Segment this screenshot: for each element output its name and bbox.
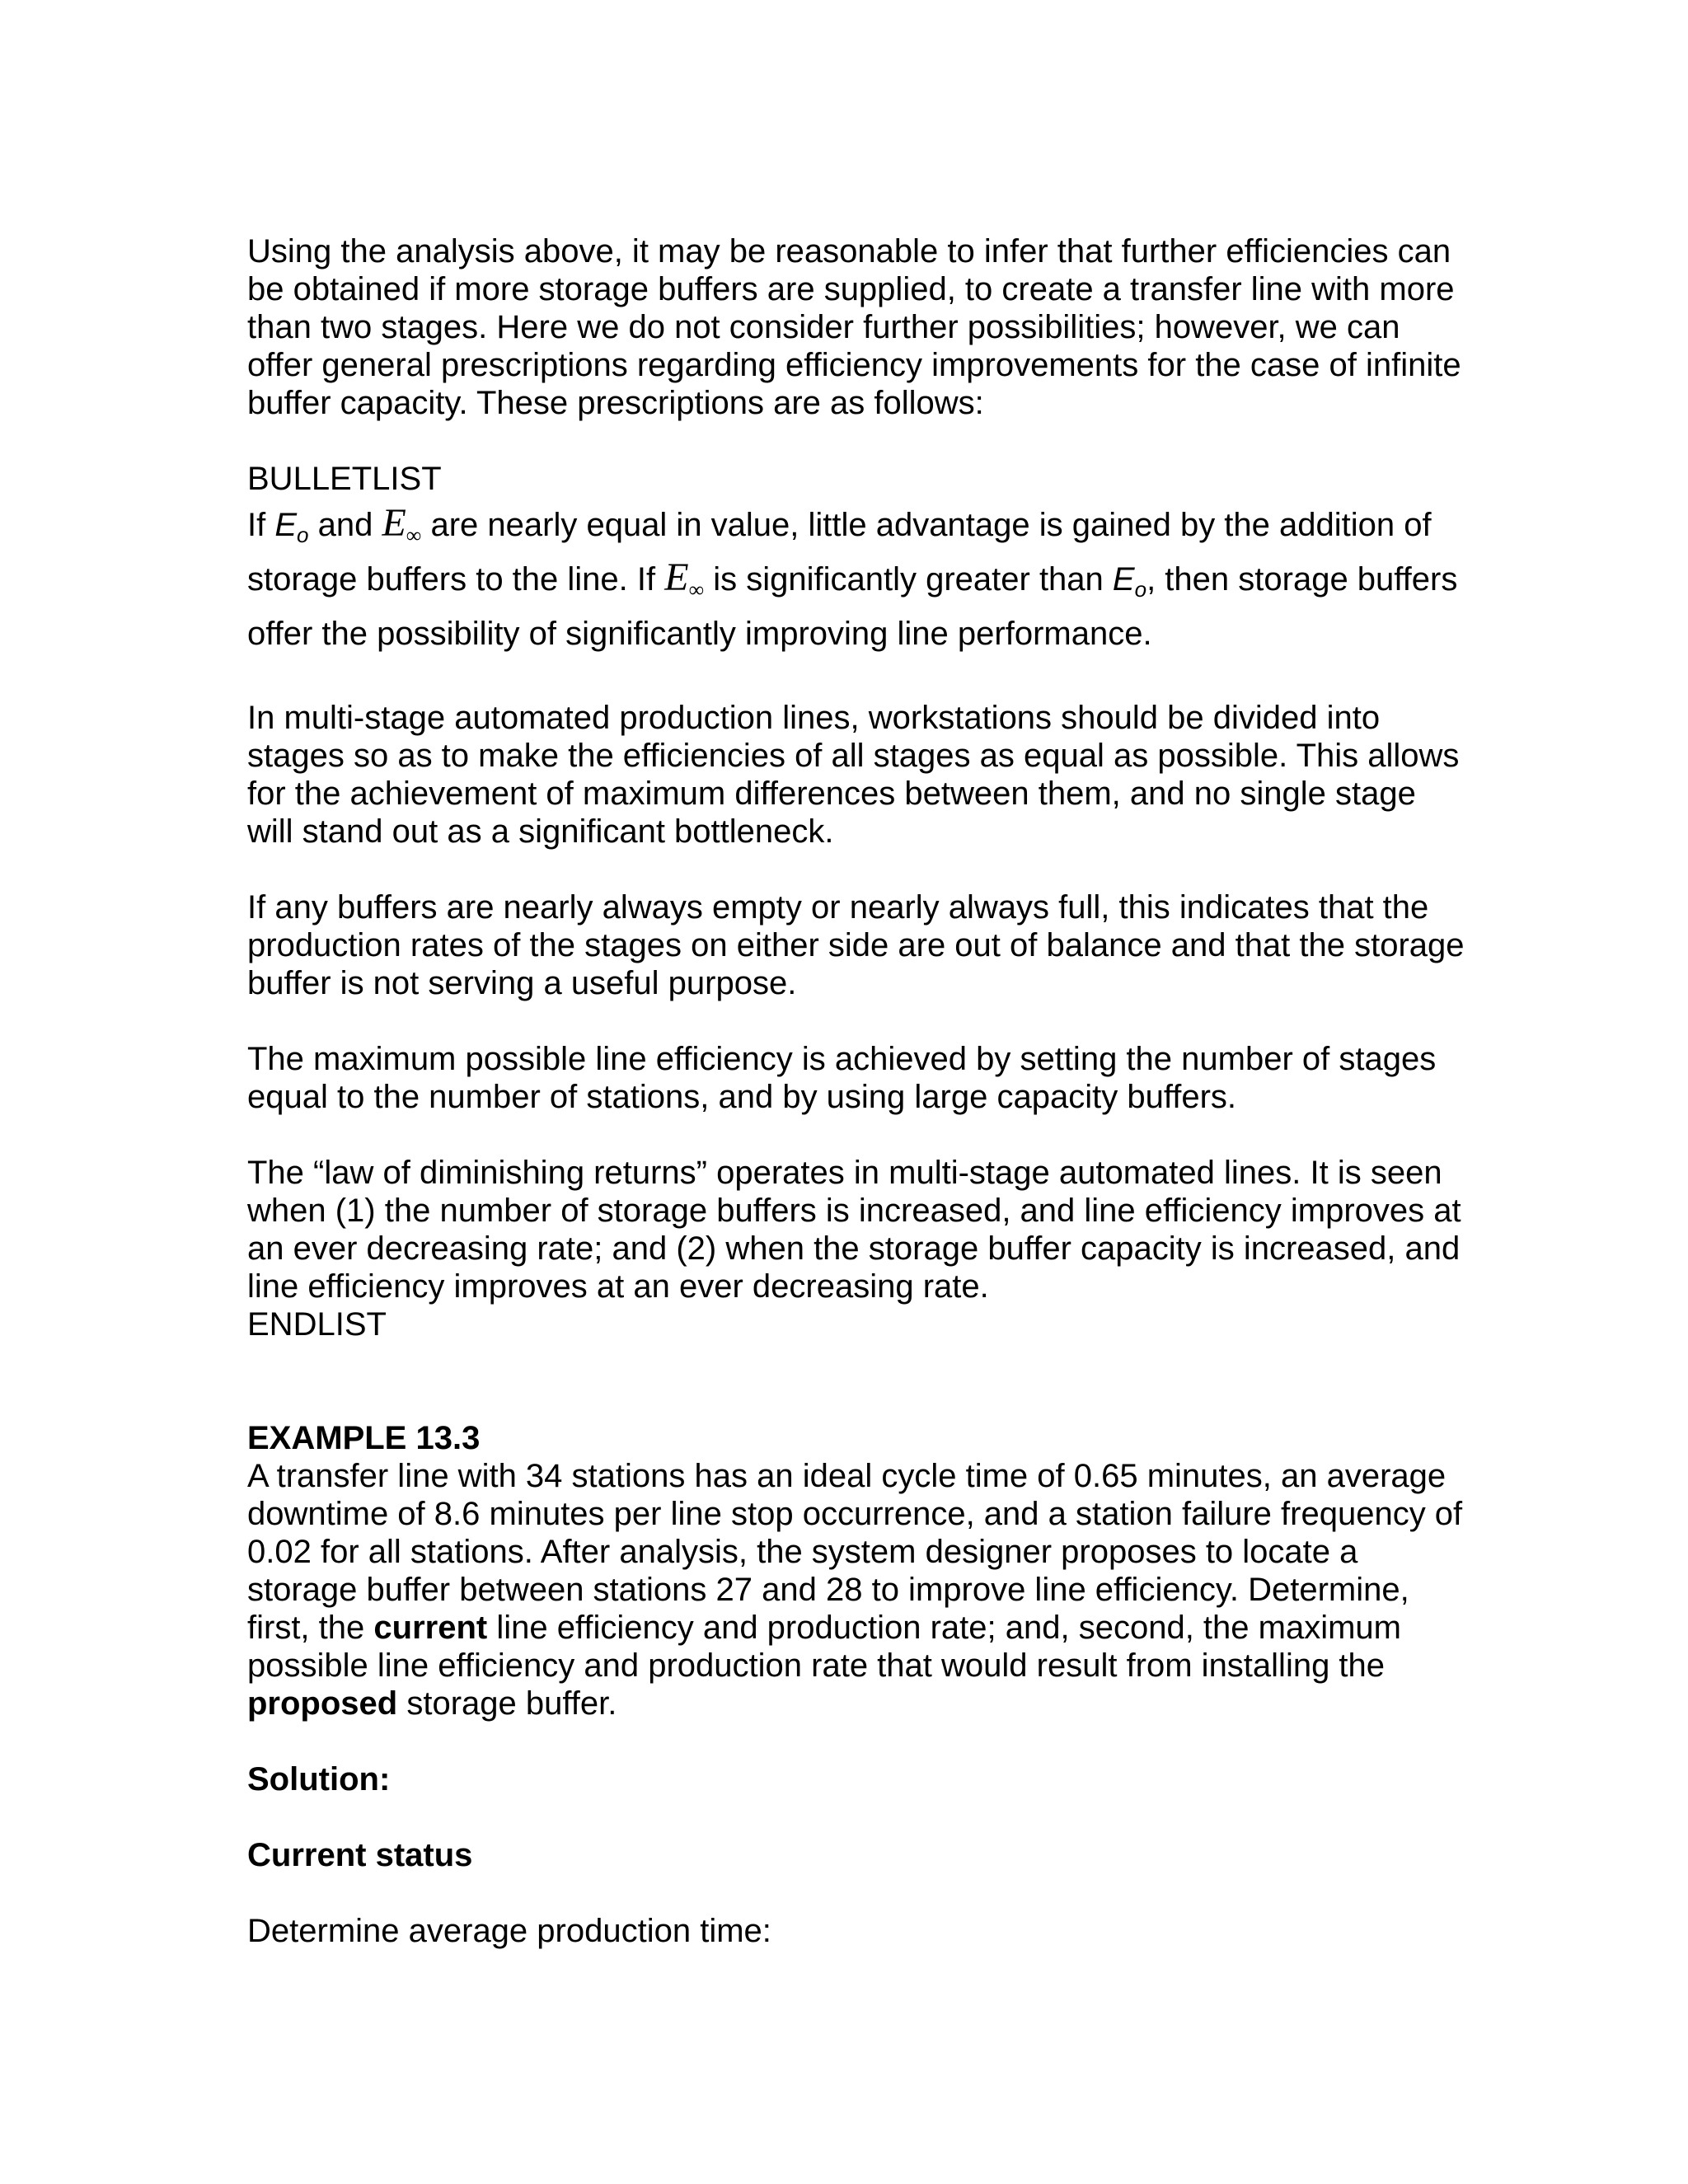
item1-text-c: are nearly equal in value, little advantage is gained by the addition of storage buffers to the line. If: [247, 507, 1432, 598]
list-item-1: [247, 498, 1467, 661]
example-body: A transfer line with 34 stations has an ideal cycle time of 0.65 minutes, an average downtime of 8.6 minutes per line stop occurrence, and a station failure frequency of 0.02 for all stations. After analysis, the system designer proposes to locate a storage buffer between stations 27 and 28 to improve line efficiency. Determine, first, the current line efficiency and production rate; and, second, the maximum possible line efficiency and production rate that would result from installing the proposed storage buffer.: [247, 1458, 1463, 1722]
bold-proposed: proposed: [247, 1685, 398, 1722]
item1-text-e: , then storage buffers offer the possibility of significantly improving line performance.: [247, 561, 1458, 652]
list-item-3: If any buffers are nearly always empty or nearly always full, this indicates that the production rates of the stages on either side are out of balance and that the storage buffer is not serving a useful purpose.: [247, 889, 1465, 1001]
eo-symbol-2: $E_o$: [1112, 561, 1147, 602]
item1-text-a: If: [247, 507, 275, 543]
determine-text: Determine average production time:: [247, 1913, 771, 1949]
solution-heading: Solution:: [247, 1761, 391, 1797]
example-heading: EXAMPLE 13.3: [247, 1420, 481, 1456]
endlist-marker: ENDLIST: [247, 1306, 387, 1343]
list-item-4: The maximum possible line efficiency is achieved by setting the number of stages equal to the number of stations, and by using large capacity buffers.: [247, 1041, 1437, 1115]
current-status-heading: Current status: [247, 1837, 473, 1873]
e-infinity-symbol: E∞: [382, 501, 422, 547]
item1-text-b: and: [308, 507, 382, 543]
intro-paragraph: Using the analysis above, it may be reasonable to infer that further efficiencies can be obtained if more storage buffers are supplied, to create a transfer line with more than two stages. Here we do not consider further possibilities; however, we can offer general prescriptions regarding efficiency improvements for the case of infinite buffer capacity. These prescriptions are as follows:: [247, 233, 1461, 421]
list-item-2: In multi-stage automated production lines, workstations should be divided into stages so as to make the efficiencies of all stages as equal as possible. This allows for the achievement of maximum differences between them, and no single stage will stand out as a significant bottleneck.: [247, 700, 1460, 850]
item1-text-d: is significantly greater than: [704, 561, 1113, 598]
eo-symbol: $E_o$: [274, 507, 309, 547]
bulletlist-marker: BULLETLIST: [247, 461, 442, 497]
list-item-5: The “law of diminishing returns” operates in multi-stage automated lines. It is seen when (1) the number of storage buffers is increased, and line efficiency improves at an ever decreasing rate; and (2) when the storage buffer capacity is increased, and line efficiency improves at an ever decreasing rate.: [247, 1155, 1461, 1305]
document-page: [247, 232, 1467, 1950]
e-infinity-symbol-2: E∞: [664, 555, 705, 602]
bold-current: current: [373, 1610, 488, 1646]
